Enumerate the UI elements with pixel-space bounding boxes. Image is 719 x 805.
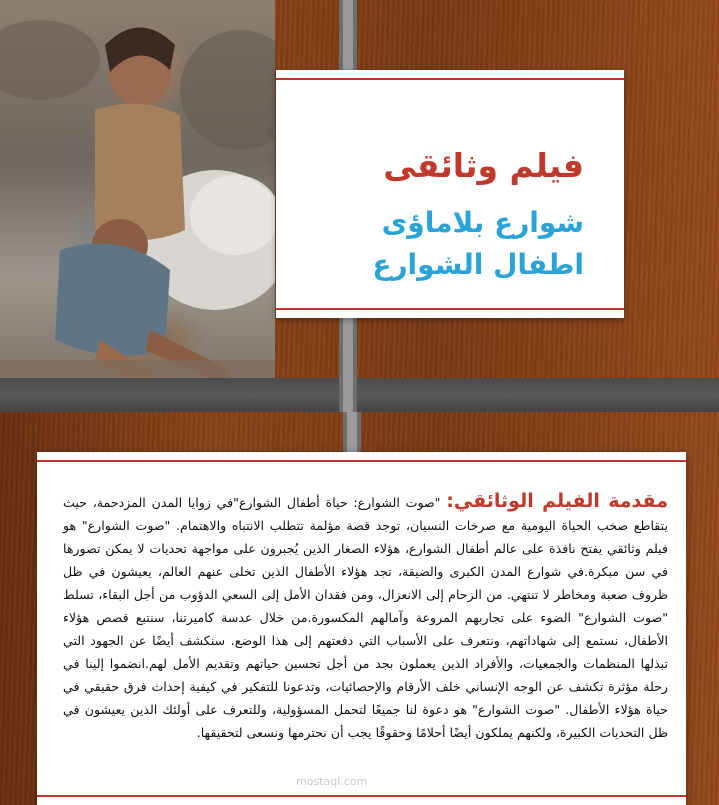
top-slide (0, 0, 719, 398)
intro-card-bottom-line (37, 795, 686, 797)
title-card-top-line (276, 78, 624, 80)
intro-paragraph: "صوت الشوارع: حياة أطفال الشوارع"في زوايا المدن المزدحمة، حيث يتقاطع صخب الحياة اليومية مع صرخات النسيان، توجد قصة مؤلمة تتطلب الانتباه والاهتمام. "صوت الشوارع" هو فيلم وثائقي يفتح نافذة على عالم أطفال الشوارع، هؤلاء الصغار الذين يُجبرون على مواجهة تحديات لا يمكن تصورها في سن مبكرة.في شوارع المدن الكبرى والضيقة، تجد هؤلاء الأطفال الذين تخلى عنهم العالم، يعيشون في ظل ظروف صعبة ومخاطر لا تنتهي. من الزحام إلى الانعزال، ومن فقدان الأمل إلى السعي الدؤوب من أجل البقاء، تسلط "صوت الشوارع" الضوء على تجاربهم المروعة وآمالهم المكسورة.من خلال عدسة كاميرتنا، سنتبع قصص هؤلاء الأطفال، نستمع إلى شهاداتهم، ونتعرف على الأسباب التي دفعتهم إلى هذا الوضع. سنكشف أيضًا عن الجهود التي تبذلها المنظمات والجمعيات، والأفراد الذين يعملون بجد من أجل تحسين حياتهم وتقديم الأمل لهم.انضموا إلينا في رحلة مؤثرة تكشف عن الوجه الإنساني خلف الأرقام والإحصائيات، وتدعونا للتفكير في كيفية إحداث فرق حقيقي في حياة هؤلاء الأطفال. "صوت الشوارع" هو دعوة لنا جميعًا لتحمل المسؤولية، وللتعرف على أولئك الذين يعيشون في ظل التحديات الكبيرة، ولكنهم يملكون أيضًا أحلامًا وحقوقًا يجب أن نحترمها ونسعى لتحقيقها. (63, 495, 668, 740)
card-clip-bottom (339, 318, 357, 412)
intro-card-top-line (37, 460, 686, 462)
film-subtitle-line2: اطفال الشوارع (372, 248, 584, 281)
street-children-photo (0, 0, 275, 398)
intro-body (63, 490, 668, 744)
grey-divider-band (0, 378, 719, 412)
intro-heading: مقدمة الفيلم الوثائقي (453, 490, 668, 512)
title-card (276, 70, 624, 318)
card-clip-top (339, 0, 357, 72)
photo-illustration (0, 0, 275, 398)
watermark: mostaql.com (296, 775, 368, 788)
film-title: فيلم وثائقى (383, 146, 584, 185)
bottom-card-clip (343, 412, 361, 454)
intro-heading-colon: : (446, 490, 454, 512)
film-subtitle-line1: شوارع بلاماؤى (381, 206, 584, 239)
intro-card (37, 452, 686, 805)
title-card-bottom-line (276, 308, 624, 310)
